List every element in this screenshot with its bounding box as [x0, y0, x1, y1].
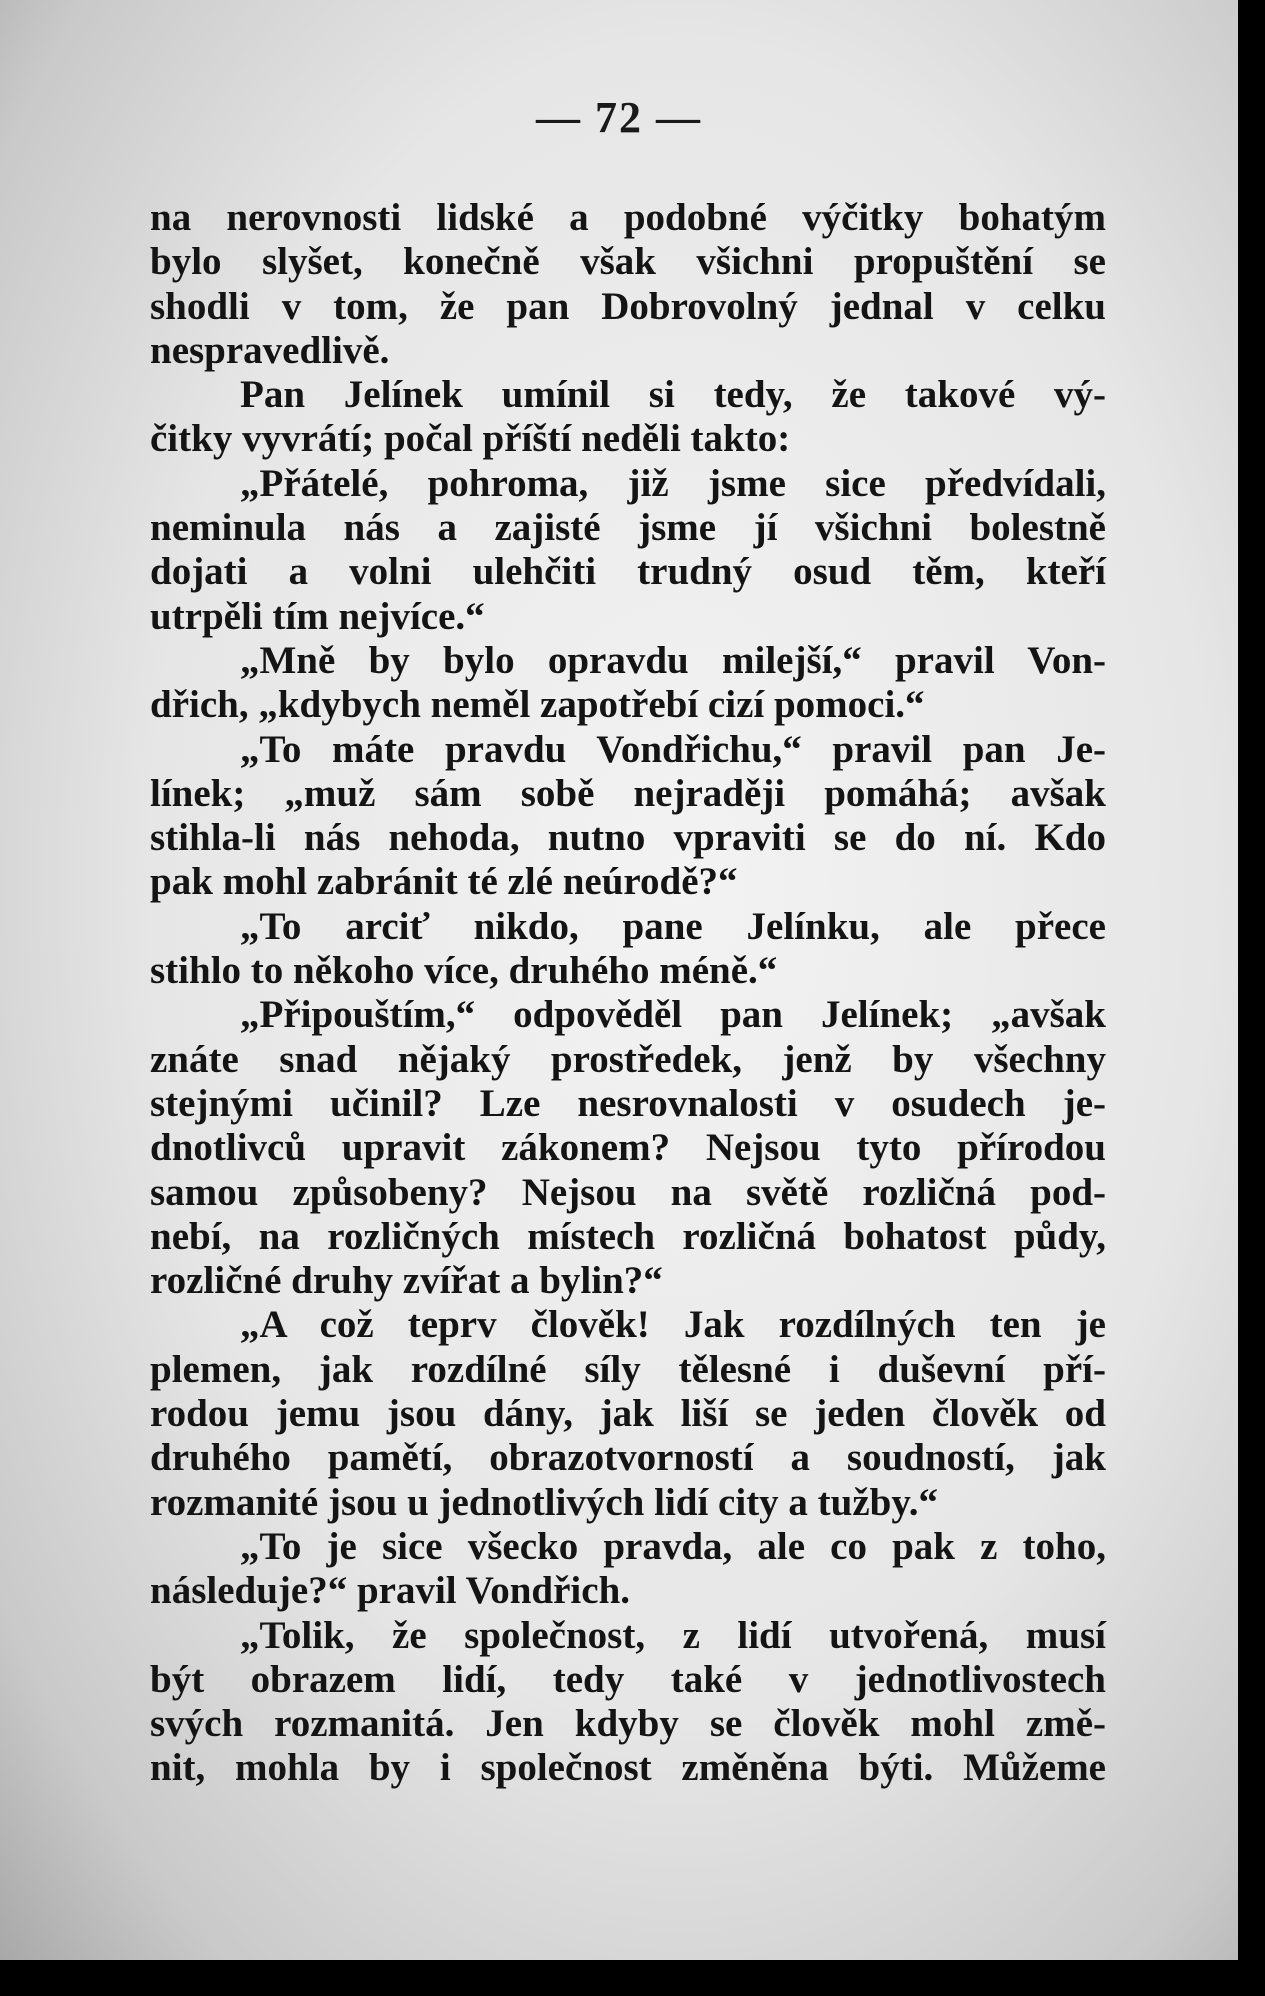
text-line: následuje?“ pravil Vondřich.	[150, 1569, 631, 1613]
text-line: utrpěli tím nejvíce.“	[150, 594, 485, 638]
text-line: dřich, „kdybych neměl zapotřebí cizí pomoci.“	[150, 683, 925, 727]
text-line: „To máte pravdu Vondřichu,“ pravil pan Je-	[240, 727, 1106, 771]
text-line: dojati a volni ulehčiti trudný osud těm, kteří	[150, 550, 1106, 594]
text-line: pak mohl zabránit té zlé neúrodě?“	[150, 860, 738, 904]
page-number: — 72 —	[536, 93, 702, 142]
text-line: „A což teprv člověk! Jak rozdílných ten je	[240, 1303, 1106, 1347]
text-line: línek; „muž sám sobě nejraději pomáhá; avšak	[150, 771, 1106, 815]
text-line: „Tolik, že společnost, z lidí utvořená, musí	[240, 1613, 1106, 1657]
text-line: nit, mohla by i společnost změněna býti. Můžeme	[150, 1746, 1106, 1790]
text-line: druhého pamětí, obrazotvorností a soudností, jak	[150, 1436, 1106, 1480]
text-line: neminula nás a zajisté jsme jí všichni bolestně	[150, 506, 1106, 550]
text-line: rozličné druhy zvířat a bylin?“	[150, 1259, 663, 1303]
text-line: „To je sice všecko pravda, ale co pak z toho,	[240, 1524, 1106, 1568]
text-line: stihla-li nás nehoda, nutno vpraviti se do ní. Kdo	[150, 816, 1106, 860]
text-line: samou způsobeny? Nejsou na světě rozličná pod-	[150, 1170, 1106, 1214]
text-line: „Přátelé, pohroma, již jsme sice předvídali,	[240, 461, 1106, 505]
text-line: plemen, jak rozdílné síly tělesné i duševní pří-	[150, 1347, 1106, 1391]
text-line: stejnými učinil? Lze nesrovnalosti v osudech je-	[150, 1081, 1106, 1125]
text-line: svých rozmanitá. Jen kdyby se člověk mohl změ-	[150, 1702, 1106, 1746]
text-line: nespravedlivě.	[150, 328, 390, 372]
text-line: shodli v tom, že pan Dobrovolný jednal v celku	[150, 284, 1106, 328]
text-line: „Mně by bylo opravdu milejší,“ pravil Von-	[240, 638, 1106, 682]
text-line: „Připouštím,“ odpověděl pan Jelínek; „avšak	[240, 993, 1106, 1037]
text-line: dnotlivců upravit zákonem? Nejsou tyto přírodou	[150, 1126, 1106, 1170]
text-line: na nerovnosti lidské a podobné výčitky bohatým	[150, 196, 1106, 239]
text-line: čitky vyvrátí; počal příští neděli takto:	[150, 417, 791, 461]
text-line: rodou jemu jsou dány, jak liší se jeden člověk od	[150, 1392, 1106, 1436]
text-line: znáte snad nějaký prostředek, jenž by všechny	[150, 1037, 1106, 1081]
body-text	[150, 196, 1106, 1791]
scan-border-right	[1238, 0, 1265, 1996]
text-line: rozmanité jsou u jednotlivých lidí city a tužby.“	[150, 1480, 938, 1524]
scan-border-bottom	[0, 1960, 1265, 1996]
text-line: „To arciť nikdo, pane Jelínku, ale přece	[240, 904, 1106, 948]
text-line: být obrazem lidí, tedy také v jednotlivostech	[150, 1657, 1106, 1701]
text-line: bylo slyšet, konečně však všichni propuštění se	[150, 240, 1106, 284]
text-line: stihlo to někoho více, druhého méně.“	[150, 949, 778, 993]
text-line: Pan Jelínek umínil si tedy, že takové vý-	[240, 373, 1106, 417]
text-line: nebí, na rozličných místech rozličná bohatost půdy,	[150, 1214, 1106, 1258]
